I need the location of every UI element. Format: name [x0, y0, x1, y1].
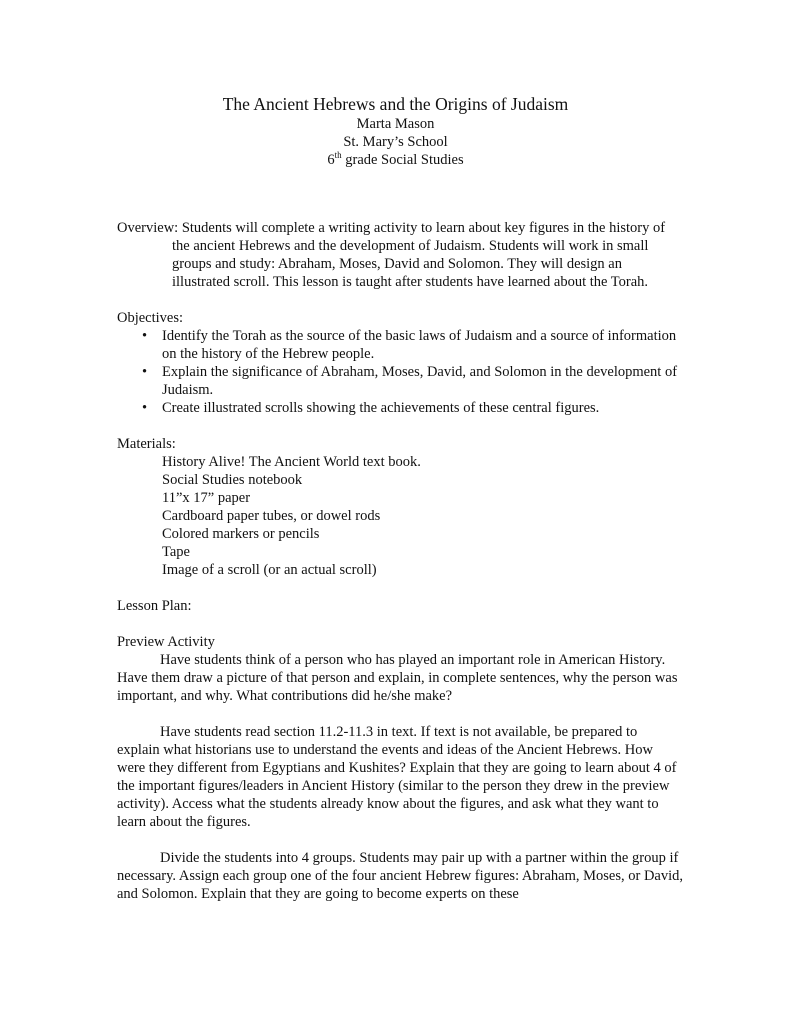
school-name: St. Mary’s School: [343, 134, 448, 150]
list-item: Cardboard paper tubes, or dowel rods: [162, 508, 381, 524]
materials-list: [117, 453, 683, 579]
objective-text: Identify the Torah as the source of the basic laws of Judaism and a source of information on the history of the Hebrew people.: [162, 328, 677, 362]
objectives-list: [117, 327, 683, 417]
list-item: 11”x 17” paper: [162, 490, 251, 506]
list-item: [117, 399, 683, 417]
list-item: Tape: [162, 544, 190, 560]
grouping-paragraph: Divide the students into 4 groups. Students may pair up with a partner within the group if necessary. Assign each group one of the four ancient Hebrew figures: Abraham, Moses, or David, and Solomon. Explain that they are going to become experts on these: [117, 850, 684, 902]
overview-paragraph: Overview: Students will complete a writing activity to learn about key figures in the history of the ancient Hebrews and the development of Judaism. Students will work in small groups and study: Abraham, Moses, David and Solomon. They will design an illustrated scroll. This lesson is taught after students have learned about the Torah.: [117, 220, 666, 290]
bullet-icon: •: [142, 328, 148, 344]
document-header: [0, 93, 791, 169]
grade-number: 6: [327, 152, 335, 168]
document-title: The Ancient Hebrews and the Origins of Judaism: [222, 94, 569, 114]
objective-text: Create illustrated scrolls showing the achievements of these central figures.: [162, 400, 600, 416]
list-item: Image of a scroll (or an actual scroll): [162, 562, 377, 578]
objective-text: Explain the significance of Abraham, Moses, David, and Solomon in the development of Judaism.: [162, 364, 678, 398]
lesson-plan-heading: Lesson Plan:: [117, 598, 192, 614]
bullet-icon: •: [142, 400, 148, 416]
author-name: Marta Mason: [356, 116, 435, 132]
list-item: Social Studies notebook: [162, 472, 303, 488]
grade-ordinal-suffix: th: [334, 150, 342, 161]
grade-subject: [0, 151, 791, 169]
list-item: Colored markers or pencils: [162, 526, 320, 542]
preview-paragraph: Have students think of a person who has played an important role in American History. Have them draw a picture of that person and explain, in complete sentences, why the person was important, and why. What contributions did he/she make?: [117, 652, 678, 704]
bullet-icon: •: [142, 364, 148, 380]
materials-heading: Materials:: [117, 436, 176, 452]
objectives-heading: Objectives:: [117, 310, 184, 326]
reading-paragraph: Have students read section 11.2-11.3 in text. If text is not available, be prepared to explain what historians use to understand the events and ideas of the Ancient Hebrews. How were they different from Egyptians and Kushites? Explain that they are going to learn about 4 of the important figures/leaders in Ancient History (similar to the person they drew in the preview activity). Access what the students already know about the figures, and ask what they want to learn about the figures.: [117, 724, 677, 830]
document-body: [117, 219, 683, 903]
list-item: [117, 327, 683, 363]
grade-subject-text: grade Social Studies: [341, 152, 464, 168]
preview-activity-heading: Preview Activity: [117, 634, 215, 650]
list-item: [117, 363, 683, 399]
list-item: History Alive! The Ancient World text book.: [162, 454, 421, 470]
